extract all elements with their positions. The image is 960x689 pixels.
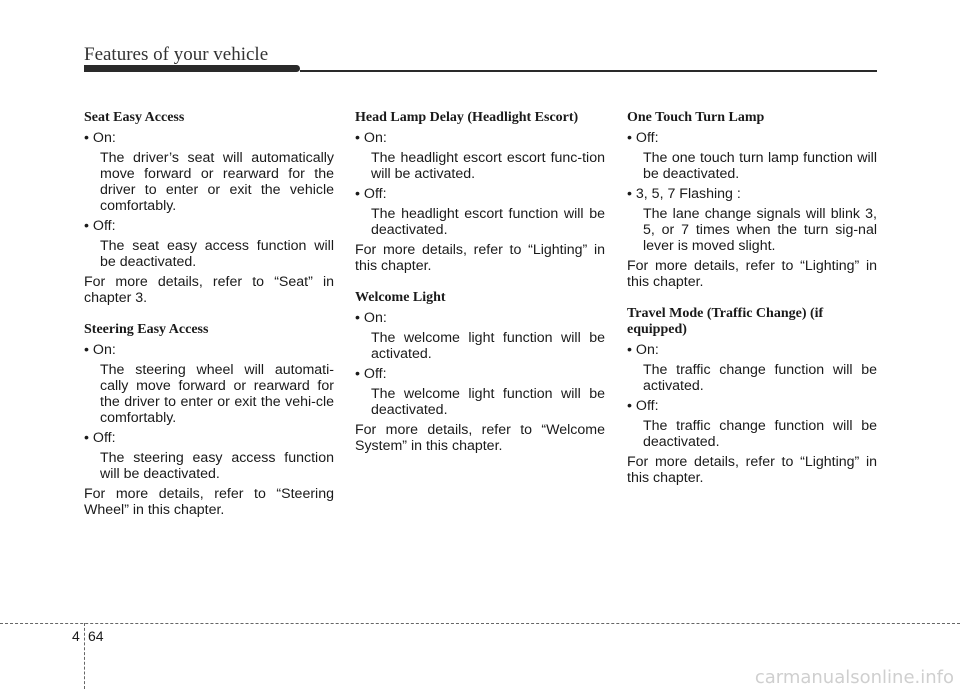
header-rule-thick [84,65,300,72]
section-heading: Travel Mode (Traffic Change) (if equipped) [627,306,824,337]
option-label: • On: [355,130,387,146]
page-number: 64 [88,628,104,644]
watermark-text: carmanualsonline.info [754,667,954,688]
option-label: • On: [84,130,116,146]
option-description: The driver’s seat will automatically move forward or rearward for the driver to enter or exit the vehicle comfortably. [100,150,334,214]
section-welcome-light [355,290,605,454]
section-steering-easy-access [84,322,334,518]
option-description: The headlight escort function will be deactivated. [371,206,605,238]
footer-vertical-divider [84,623,85,689]
option-description: The one touch turn lamp function will be deactivated. [643,150,877,182]
option-description: The welcome light function will be deactivated. [371,386,605,418]
footer-divider [0,623,960,624]
reference-note: For more details, refer to “Lighting” in this chapter. [627,258,877,290]
option-label: • On: [627,342,659,358]
reference-note: For more details, refer to “Lighting” in this chapter. [627,454,877,486]
option-label: • On: [84,342,116,358]
option-description: The welcome light function will be activated. [371,330,605,362]
option-description: The traffic change function will be deactivated. [643,418,877,450]
section-one-touch-turn-lamp [627,110,877,290]
option-label: • On: [355,310,387,326]
header-rule-thin [300,70,877,72]
option-description: The headlight escort escort func-tion will be activated. [371,150,605,182]
content-column-3 [627,110,877,502]
option-label: • Off: [355,366,387,382]
option-label: • Off: [84,218,116,234]
section-seat-easy-access [84,110,334,306]
option-label: • Off: [627,130,659,146]
section-heading: Head Lamp Delay (Headlight Escort) [355,110,579,125]
option-label: • Off: [355,186,387,202]
content-column-2 [355,110,605,470]
option-label: • Off: [627,398,659,414]
option-description: The traffic change function will be activated. [643,362,877,394]
section-heading: Welcome Light [355,290,446,305]
option-description: The lane change signals will blink 3, 5, or 7 times when the turn sig-nal lever is moved slight. [643,206,877,254]
section-head-lamp-delay [355,110,605,274]
section-travel-mode [627,306,877,486]
content-column-1 [84,110,334,534]
option-description: The seat easy access function will be deactivated. [100,238,334,270]
page-header-title: Features of your vehicle [84,44,269,65]
option-label: • Off: [84,430,116,446]
section-heading: Steering Easy Access [84,322,209,337]
option-description: The steering easy access function will be deactivated. [100,450,334,482]
section-heading: Seat Easy Access [84,110,185,125]
chapter-number: 4 [72,628,80,644]
option-label: • 3, 5, 7 Flashing : [627,186,741,202]
reference-note: For more details, refer to “Welcome System” in this chapter. [355,422,605,454]
section-heading: One Touch Turn Lamp [627,110,765,125]
reference-note: For more details, refer to “Steering Wheel” in this chapter. [84,486,334,518]
reference-note: For more details, refer to “Seat” in chapter 3. [84,274,334,306]
option-description: The steering wheel will automati-cally move forward or rearward for the driver to enter or exit the vehi-cle comfortably. [100,362,334,426]
reference-note: For more details, refer to “Lighting” in this chapter. [355,242,605,274]
